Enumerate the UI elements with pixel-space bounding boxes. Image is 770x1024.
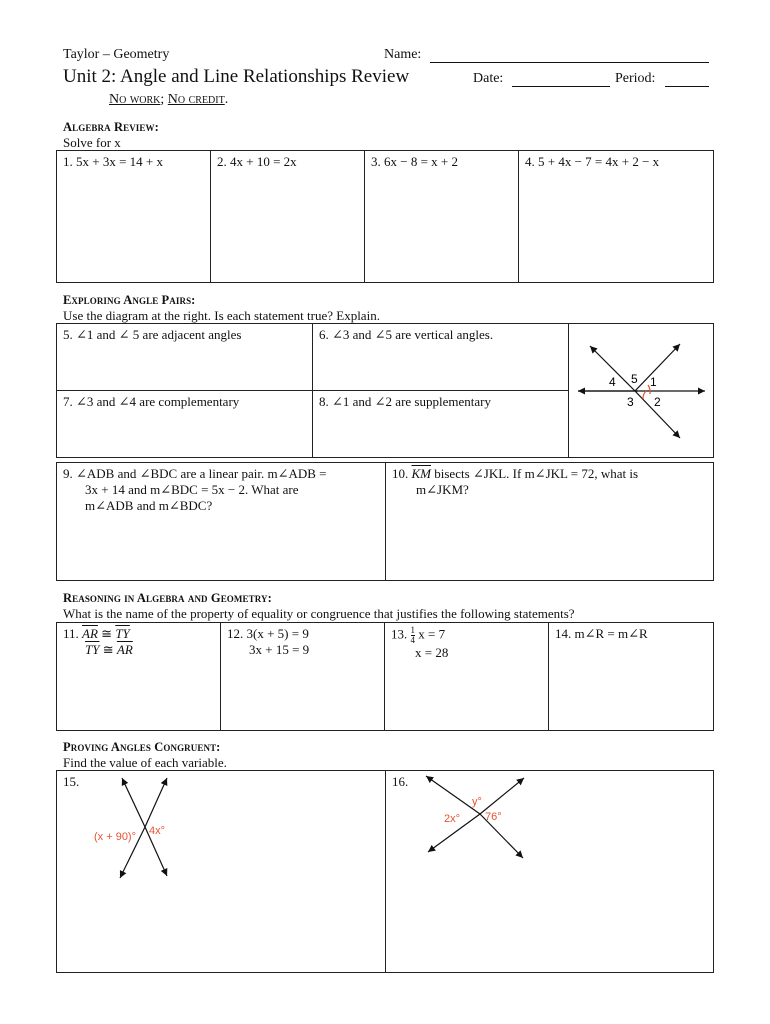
problem-14[interactable]: 14. m∠R = m∠R: [549, 623, 714, 731]
proving-instruction: Find the value of each variable.: [63, 755, 227, 770]
reasoning-instruction: What is the name of the property of equality or congruence that justifies the following statements?: [63, 606, 575, 621]
reasoning-table: [56, 622, 714, 731]
p13-number: 13.: [391, 626, 408, 642]
line-15b-up: [145, 778, 167, 827]
p15-right-angle-label: 4x°: [149, 825, 166, 837]
p12-line-2: 3x + 15 = 9: [249, 642, 310, 657]
notice-no-work: No work: [109, 92, 161, 107]
problem-9[interactable]: [57, 463, 386, 581]
notice-separator: ;: [160, 92, 165, 107]
problems-9-10-table: [56, 462, 714, 581]
p11-congruent-2: ≅: [99, 642, 117, 657]
reasoning-heading: Reasoning in Algebra and Geometry:: [63, 591, 272, 605]
p9-line-1: 9. ∠ADB and ∠BDC are a linear pair. m∠ADB =: [63, 466, 327, 481]
problem-5[interactable]: 5. ∠1 and ∠ 5 are adjacent angles: [57, 324, 313, 391]
p12-line-1: 12. 3(x + 5) = 9: [227, 626, 309, 641]
algebra-table: [56, 150, 714, 283]
problem-13[interactable]: [385, 623, 549, 731]
algebra-heading: Algebra Review:: [63, 120, 159, 134]
period-label: Period:: [615, 71, 656, 86]
problem-3[interactable]: 3. 6x − 8 = x + 2: [365, 151, 519, 283]
p11-seg-ar: $\overline{AR}$: [82, 626, 98, 641]
angle-label-4: 4: [609, 375, 616, 389]
name-label: Name:: [384, 47, 422, 62]
p15-number: 15.: [63, 774, 80, 789]
angle-diagram: [570, 326, 712, 456]
p11-number: 11.: [63, 626, 79, 641]
page-title: Unit 2: Angle and Line Relationships Review: [63, 66, 410, 87]
angle-label-1: 1: [650, 375, 657, 389]
p10-number: 10.: [392, 466, 409, 481]
date-label: Date:: [473, 71, 504, 86]
problem-1[interactable]: 1. 5x + 3x = 14 + x: [57, 151, 211, 283]
p13-frac-num: 1: [410, 625, 415, 635]
p16-top-angle-label: y°: [472, 796, 482, 808]
line-15a-up: [122, 778, 145, 827]
angle-arc-marker: [643, 391, 646, 399]
line-16a-left: [426, 776, 480, 814]
p13-frac-den: 4: [410, 635, 415, 645]
problem-6[interactable]: 6. ∠3 and ∠5 are vertical angles.: [313, 324, 569, 391]
diagram-15: [85, 772, 205, 882]
algebra-instruction: Solve for x: [63, 135, 121, 150]
p11-seg-ty: $\overline{TY}$: [115, 626, 130, 641]
p15-left-angle-label: (x + 90)°: [94, 831, 136, 843]
diagonal-line-up: [635, 344, 680, 391]
problem-8[interactable]: 8. ∠1 and ∠2 are supplementary: [313, 391, 569, 458]
p11-seg-ar-2: $\overline{AR}$: [116, 642, 133, 657]
angle-label-2: 2: [654, 395, 661, 409]
problem-7[interactable]: 7. ∠3 and ∠4 are complementary: [57, 391, 313, 458]
name-field[interactable]: [430, 50, 709, 63]
p13-line-1: x = 7: [418, 626, 446, 642]
angle-pairs-instruction: Use the diagram at the right. Is each statement true? Explain.: [63, 308, 380, 323]
p10-segment-km: $\overline{KM}$: [411, 466, 431, 481]
p10-line-1: bisects ∠JKL. If m∠JKL = 72, what is: [431, 466, 639, 481]
p13-fraction: [411, 626, 416, 645]
problem-2[interactable]: 2. 4x + 10 = 2x: [211, 151, 365, 283]
problem-4[interactable]: 4. 5 + 4x − 7 = 4x + 2 − x: [519, 151, 714, 283]
p9-line-2: 3x + 14 and m∠BDC = 5x − 2. What are: [85, 482, 299, 497]
line-16b-right: [480, 778, 524, 814]
angle-label-3: 3: [627, 395, 634, 409]
p16-left-angle-label: 2x°: [444, 813, 461, 825]
p9-line-3: m∠ADB and m∠BDC?: [85, 498, 213, 513]
p11-congruent-1: ≅: [97, 626, 116, 641]
no-work-notice: [109, 92, 228, 108]
angle-label-5: 5: [631, 372, 638, 386]
proving-heading: Proving Angles Congruent:: [63, 740, 221, 754]
problem-10[interactable]: [386, 463, 714, 581]
problem-11[interactable]: [57, 623, 221, 731]
p10-line-2: m∠JKM?: [416, 482, 469, 497]
period-field[interactable]: [665, 74, 709, 87]
p16-number: 16.: [392, 774, 409, 789]
diagram-16: [420, 772, 535, 862]
p13-line-2: x = 28: [415, 645, 449, 660]
teacher-course: Taylor – Geometry: [63, 47, 170, 62]
problem-12[interactable]: [221, 623, 385, 731]
angle-pairs-heading: Exploring Angle Pairs:: [63, 293, 196, 307]
notice-end: .: [224, 92, 229, 107]
notice-no-credit: No credit: [167, 92, 225, 107]
date-field[interactable]: [512, 74, 610, 87]
p16-right-angle-label: 76°: [485, 811, 502, 823]
p11-seg-ty-2: $\overline{TY}$: [85, 642, 100, 657]
